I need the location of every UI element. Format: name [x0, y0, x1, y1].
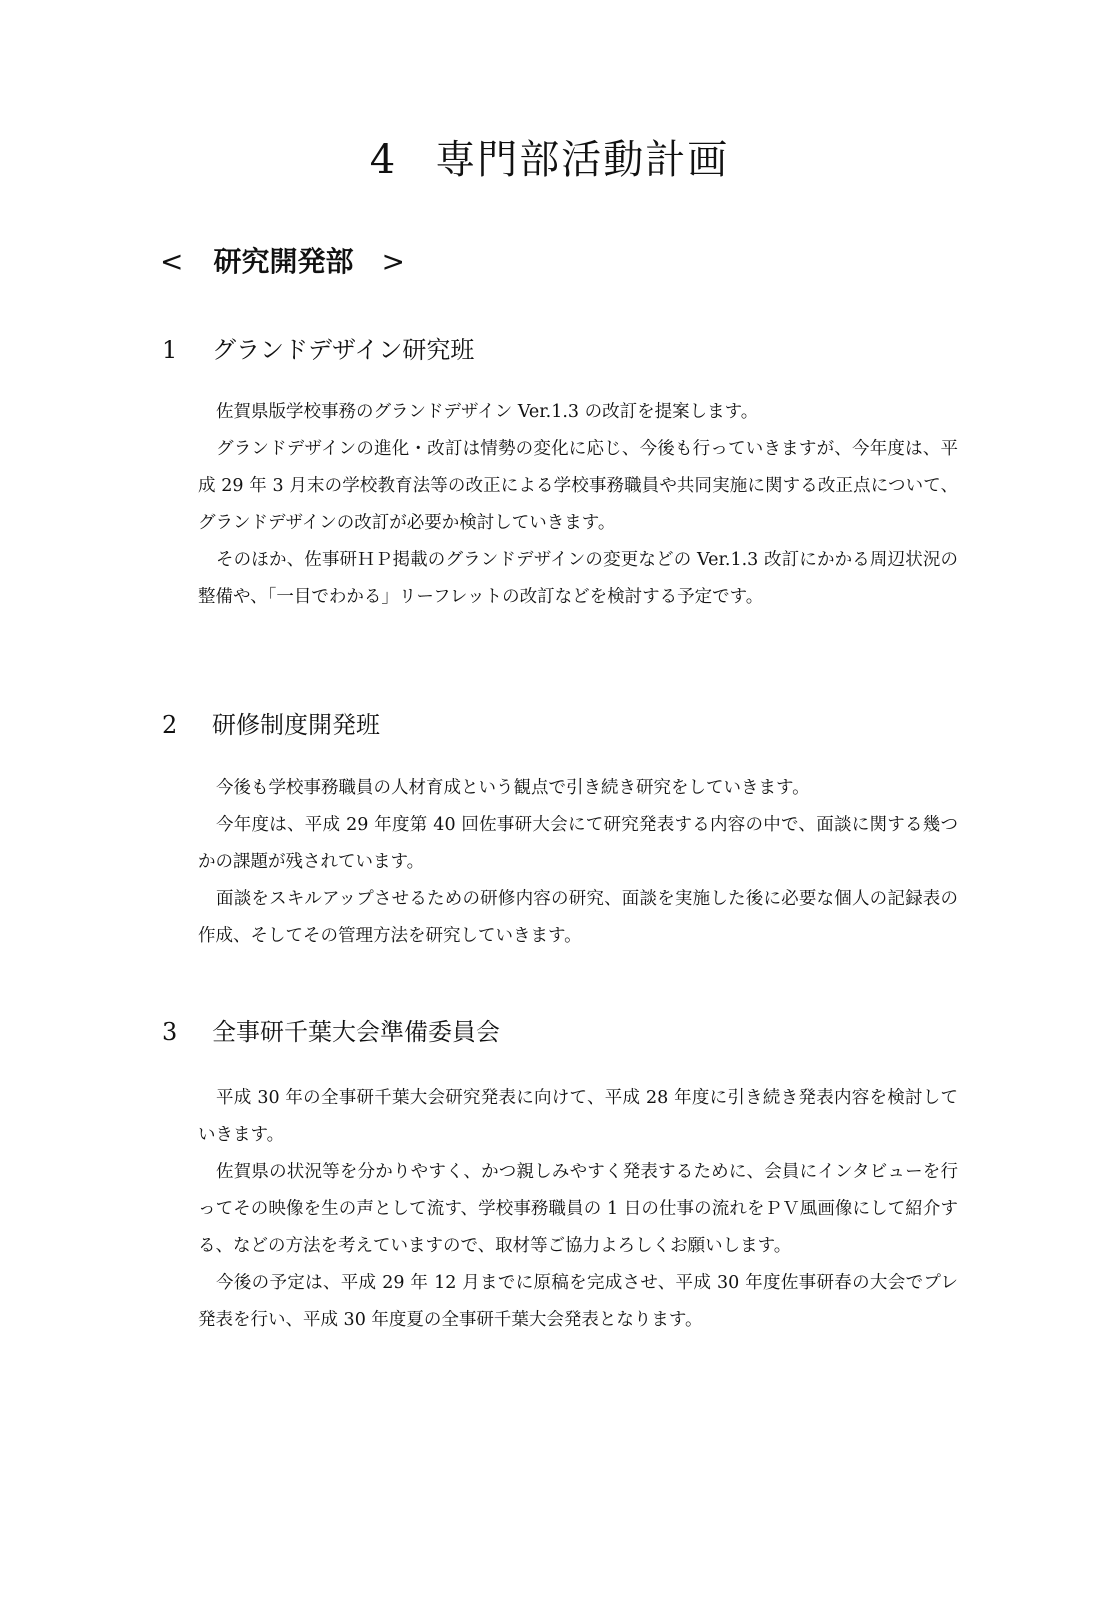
section-heading-grand-design — [162, 330, 474, 365]
department-close-bracket: > — [381, 245, 405, 278]
section-body-grand-design — [198, 394, 958, 616]
section-heading-training-system — [162, 705, 380, 740]
section-title: 研修制度開発班 — [212, 711, 380, 739]
paragraph: 佐賀県の状況等を分かりやすく、かつ親しみやすく発表するために、会員にインタビューを行ってその映像を生の声として流す、学校事務職員の 1 日の仕事の流れをＰＶ風画像にして紹介する、などの方法を考えていますので、取材等ご協力よろしくお願いします。 — [198, 1162, 958, 1256]
section-number: 2 — [162, 711, 178, 739]
paragraph: 面談をスキルアップさせるための研修内容の研究、面談を実施した後に必要な個人の記録表の作成、そしてその管理方法を研究していきます。 — [198, 889, 958, 946]
department-heading — [160, 240, 405, 280]
section-title: 全事研千葉大会準備委員会 — [212, 1018, 500, 1046]
paragraph: 今年度は、平成 29 年度第 40 回佐事研大会にて研究発表する内容の中で、面談に関する幾つかの課題が残されています。 — [198, 815, 958, 872]
paragraph: グランドデザインの進化・改訂は情勢の変化に応じ、今後も行っていきますが、今年度は、平成 29 年 3 月末の学校教育法等の改正による学校事務職員や共同実施に関する改正点について、グランドデザインの改訂が必要か検討していきます。 — [198, 439, 958, 533]
section-number: 1 — [162, 336, 178, 364]
department-open-bracket: < — [160, 245, 184, 278]
title-text: 専門部活動計画 — [435, 137, 730, 183]
department-name: 研究開発部 — [213, 245, 354, 278]
paragraph: そのほか、佐事研ＨＰ掲載のグランドデザインの変更などの Ver.1.3 改訂にかかる周辺状況の整備や、「一目でわかる」リーフレットの改訂などを検討する予定です。 — [198, 550, 958, 607]
section-body-training-system — [198, 770, 958, 955]
paragraph: 佐賀県版学校事務のグランドデザイン Ver.1.3 の改訂を提案します。 — [216, 402, 759, 422]
paragraph: 平成 30 年の全事研千葉大会研究発表に向けて、平成 28 年度に引き続き発表内容を検討していきます。 — [198, 1088, 958, 1145]
section-number: 3 — [162, 1018, 178, 1046]
section-body-chiba-committee — [198, 1080, 958, 1339]
section-title: グランドデザイン研究班 — [212, 336, 475, 364]
page-title — [0, 128, 1099, 185]
paragraph: 今後も学校事務職員の人材育成という観点で引き続き研究をしていきます。 — [216, 778, 810, 798]
paragraph: 今後の予定は、平成 29 年 12 月までに原稿を完成させ、平成 30 年度佐事研春の大会でプレ発表を行い、平成 30 年度夏の全事研千葉大会発表となります。 — [198, 1273, 958, 1330]
title-number: 4 — [369, 137, 398, 183]
section-heading-chiba-committee — [162, 1012, 500, 1047]
